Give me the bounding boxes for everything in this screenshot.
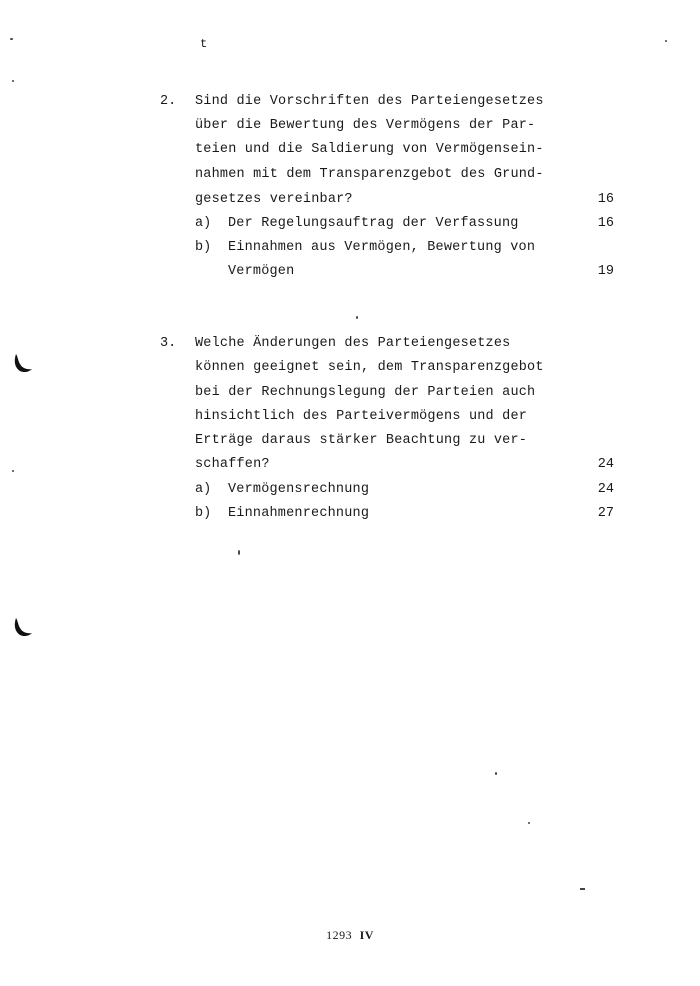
scan-speck [528,822,530,824]
section-3-line-4: hinsichtlich des Parteivermögens und der [195,409,528,424]
punch-hole-icon [12,352,34,374]
section-2-line-4: nahmen mit dem Transparenzgebot des Grund- [195,167,544,182]
scan-speck [10,38,13,40]
section-2-item-b-label: b) [195,240,212,255]
section-3-item-b-page: 27 [597,506,614,521]
section-2-line-2: über die Bewertung des Vermögens der Par- [195,118,536,133]
section-2-item-a-page: 16 [597,216,614,231]
section-3-item-a-text: Vermögensrechnung [228,482,370,497]
section-2-item-a-label: a) [195,216,212,231]
section-2-line-3: teien und die Saldierung von Vermögensein- [195,142,544,157]
scan-speck [356,316,358,319]
section-3-line-1: Welche Änderungen des Parteiengesetzes [195,336,511,351]
section-3-number: 3. [160,336,177,351]
section-2-item-a-text: Der Regelungsauftrag der Verfassung [228,216,519,231]
section-2-line-5: gesetzes vereinbar? [195,192,353,207]
scan-speck [665,40,667,42]
section-2-item-b-text-cont: Vermögen [228,264,295,279]
scan-speck [12,470,14,472]
scan-speck [580,888,585,890]
section-3-item-a-label: a) [195,482,212,497]
section-2-item-b-page: 19 [597,264,614,279]
section-3-item-b-text: Einnahmenrechnung [228,506,370,521]
section-3-item-a-page: 24 [597,482,614,497]
section-2-item-b-text: Einnahmen aus Vermögen, Bewertung von [228,240,536,255]
punch-hole-icon [12,616,34,638]
section-3-line-3: bei der Rechnungslegung der Parteien auch [195,385,536,400]
section-2-line-1: Sind die Vorschriften des Parteiengesetzes [195,94,544,109]
footer-roman-numeral: IV [359,928,374,942]
section-3-line-6: schaffen? [195,457,270,472]
section-3-line-5: Erträge daraus stärker Beachtung zu ver- [195,433,528,448]
page-footer [0,928,700,943]
top-mark: t [200,37,208,51]
section-3-line-2: können geeignet sein, dem Transparenzgebot [195,360,544,375]
section-2-page: 16 [597,192,614,207]
scan-speck [12,80,14,82]
scan-speck [238,550,240,555]
section-3-item-b-label: b) [195,506,212,521]
section-2-number: 2. [160,94,177,109]
scan-speck [495,772,497,775]
section-3-page: 24 [597,457,614,472]
footer-page-number: 1293 [326,928,353,942]
